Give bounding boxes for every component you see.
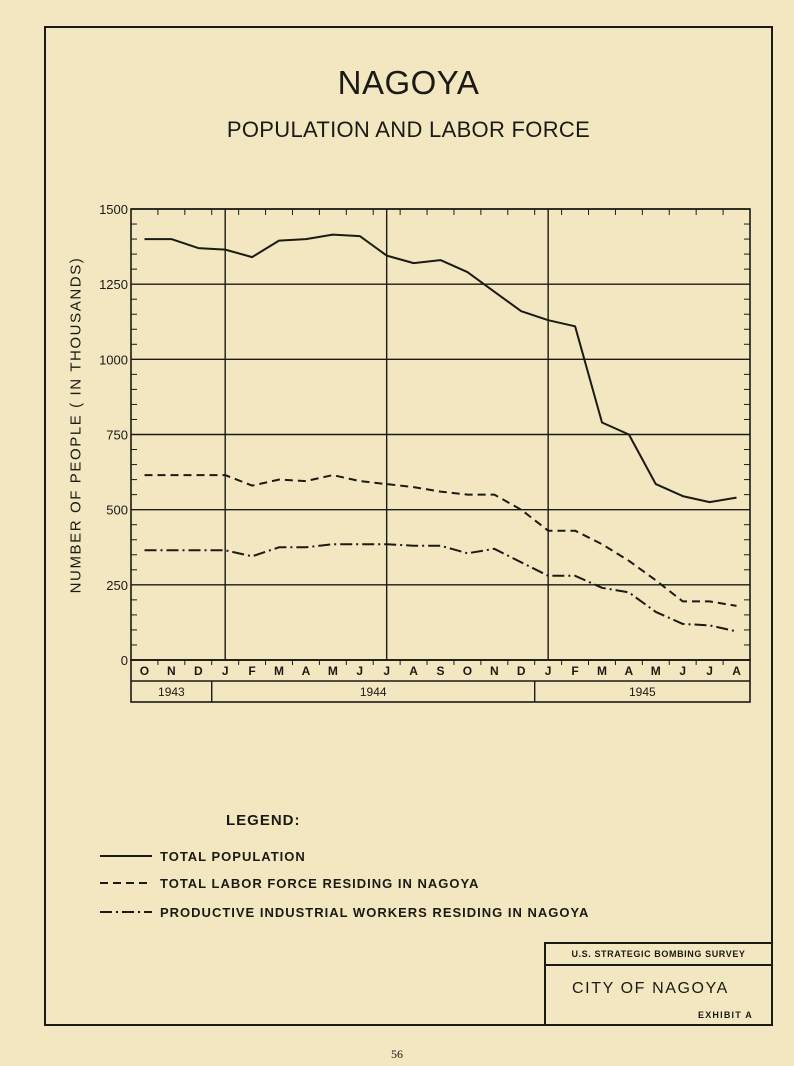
chart-title: NAGOYA: [337, 64, 480, 101]
y-axis-label: NUMBER OF PEOPLE ( IN THOUSANDS): [67, 256, 85, 594]
legend-swatch-dashdot: [100, 907, 152, 917]
x-tick-label: M: [274, 664, 285, 678]
x-tick-label: J: [544, 664, 552, 678]
x-tick-label: M: [327, 664, 338, 678]
x-tick-label: J: [356, 664, 364, 678]
x-tick-label: N: [489, 664, 499, 678]
legend-swatch-dashed: [100, 878, 152, 888]
legend-label-industrial-workers: PRODUCTIVE INDUSTRIAL WORKERS RESIDING IN NAGOYA: [160, 904, 590, 920]
stamp-city: CITY OF NAGOYA: [572, 980, 729, 997]
x-tick-label: J: [679, 664, 687, 678]
x-tick-label: A: [301, 664, 311, 678]
x-tick-label: M: [650, 664, 661, 678]
legend-title: LEGEND:: [226, 812, 301, 829]
x-tick-label: J: [221, 664, 229, 678]
y-tick-label: 250: [106, 577, 128, 593]
y-tick-label: 1000: [99, 352, 128, 368]
series-line-2: [145, 544, 737, 631]
survey-stamp: [544, 942, 773, 1026]
year-label: 1943: [158, 685, 185, 699]
x-tick-label: F: [571, 664, 579, 678]
x-tick-label: A: [409, 664, 418, 678]
y-tick-label: 1500: [99, 202, 128, 217]
legend-item-total-population: [100, 846, 306, 866]
y-tick-label: 500: [106, 502, 128, 518]
x-tick-label: D: [193, 664, 203, 678]
series-line-1: [145, 475, 737, 606]
legend-item-industrial-workers: [100, 902, 589, 922]
legend-item-labor-force: [100, 873, 479, 893]
x-tick-label: A: [624, 664, 634, 678]
y-tick-label: 750: [106, 427, 128, 443]
x-tick-label: N: [167, 664, 176, 678]
x-tick-label: M: [596, 664, 607, 678]
x-tick-label: A: [732, 664, 741, 678]
year-label: 1944: [359, 685, 387, 699]
series-line-0: [145, 235, 737, 503]
x-tick-label: J: [706, 664, 713, 678]
year-label: 1945: [628, 685, 656, 699]
y-tick-label: 0: [120, 653, 128, 668]
x-tick-label: S: [436, 664, 445, 678]
legend-label-labor-force: TOTAL LABOR FORCE RESIDING IN NAGOYA: [160, 875, 480, 891]
page-number: 56: [391, 1047, 403, 1061]
x-tick-label: F: [248, 664, 256, 678]
chart-subtitle: POPULATION AND LABOR FORCE: [226, 117, 591, 142]
legend-swatch-solid: [100, 851, 152, 861]
stamp-header: U.S. STRATEGIC BOMBING SURVEY: [546, 944, 771, 966]
x-tick-label: D: [516, 664, 526, 678]
y-tick-label: 1250: [99, 277, 128, 293]
legend-label-total-population: TOTAL POPULATION: [160, 848, 306, 864]
stamp-exhibit: EXHIBIT A: [698, 1010, 753, 1020]
x-tick-label: O: [462, 664, 473, 678]
x-tick-label: J: [383, 664, 391, 678]
x-tick-label: O: [139, 664, 150, 678]
